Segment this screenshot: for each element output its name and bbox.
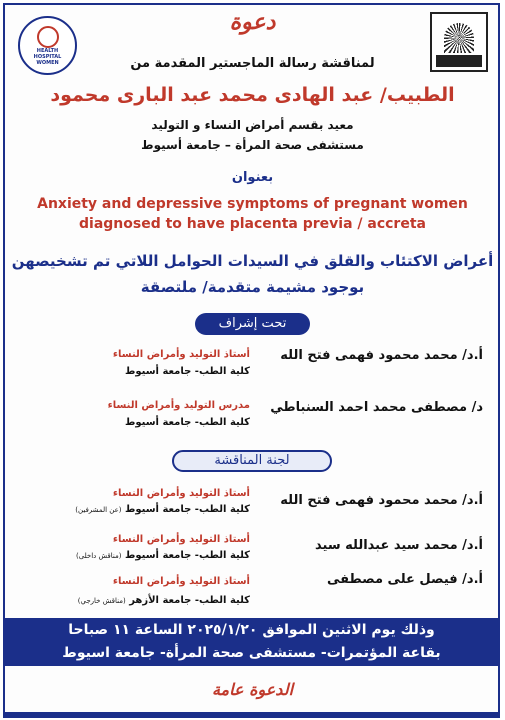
- committee-role-1: (عن المشرفين): [75, 506, 122, 514]
- bottom-band: [3, 712, 500, 718]
- committee-affiliation-1: [75, 504, 250, 515]
- committee-role-3: (مناقش خارجي): [77, 597, 126, 605]
- event-date-time: وذلك يوم الاثنين الموافق ٢٠٢٥/١/٢٠ الساعة ١١ صباحا: [68, 622, 435, 638]
- committee-affiliation-2-text: كلية الطب- جامعة أسيوط: [124, 550, 250, 561]
- logo-text-3: WOMEN: [36, 59, 59, 66]
- thesis-title-en-line1: Anxiety and depressive symptoms of pregnant women: [37, 196, 468, 212]
- public-invitation-note: الدعوة عامة: [211, 680, 294, 699]
- committee-position-2: أستاذ التوليد وأمراض النساء: [112, 534, 250, 545]
- invitation-title: دعوة: [229, 10, 276, 35]
- committee-position-1: أستاذ التوليد وأمراض النساء: [112, 488, 250, 499]
- committee-name-1: أ.د/ محمد محمود فهمى فتح الله: [280, 493, 483, 508]
- candidate-position: معيد بقسم أمراض النساء و التوليد: [151, 118, 354, 132]
- committee-affiliation-3: [78, 595, 250, 606]
- committee-name-3: أ.د/ فيصل على مصطفى: [327, 572, 483, 587]
- logo-text-1: HEALTH: [36, 47, 59, 54]
- candidate-name: عبد الهادى محمد عبد البارى محمود: [50, 84, 374, 106]
- supervisor-affiliation-2: كلية الطب- جامعة أسيوط: [124, 417, 250, 428]
- committee-affiliation-3-text: كلية الطب- جامعة الأزهر: [129, 595, 250, 606]
- thesis-label: بعنوان: [231, 170, 274, 185]
- supervisor-name-1: أ.د/ محمد محمود فهمى فتح الله: [280, 348, 483, 363]
- thesis-title-ar-line1: أعراض الاكتئاب والقلق في السيدات الحوامل اللاتي تم تشخيصهن: [11, 252, 494, 270]
- supervision-label: تحت إشراف: [195, 313, 310, 335]
- committee-affiliation-2: [76, 550, 250, 561]
- supervisor-position-1: أستاذ التوليد وأمراض النساء: [112, 349, 250, 360]
- candidate-line: [0, 84, 505, 106]
- candidate-affiliation: مستشفى صحة المرأة – جامعة أسيوط: [141, 138, 364, 152]
- committee-role-2: (مناقش داخلى): [76, 552, 122, 560]
- committee-affiliation-1-text: كلية الطب- جامعة أسيوط: [124, 504, 250, 515]
- invitation-subtitle: لمناقشة رسالة الماجستير المقدمة من: [130, 56, 375, 71]
- committee-position-3: أستاذ التوليد وأمراض النساء: [112, 576, 250, 587]
- committee-label: لجنة المناقشة: [172, 450, 332, 472]
- logo-text-2: HOSPITAL: [33, 53, 62, 60]
- committee-name-2: أ.د/ محمد سيد عبدالله سيد: [315, 538, 483, 553]
- event-details-band: [3, 618, 500, 666]
- supervisor-affiliation-1: كلية الطب- جامعة أسيوط: [124, 366, 250, 377]
- thesis-title-ar-line2: بوجود مشيمة متقدمة/ ملتصقة: [140, 278, 365, 296]
- supervisor-name-2: د/ مصطفى محمد احمد السنباطي: [270, 400, 483, 415]
- candidate-prefix: الطبيب/: [379, 84, 455, 106]
- supervisor-position-2: مدرس التوليد وأمراض النساء: [107, 400, 250, 411]
- event-venue: بقاعة المؤتمرات- مستشفى صحة المرأة- جامعة اسيوط: [62, 645, 441, 661]
- thesis-title-en-line2: diagnosed to have placenta previa / accreta: [79, 216, 426, 232]
